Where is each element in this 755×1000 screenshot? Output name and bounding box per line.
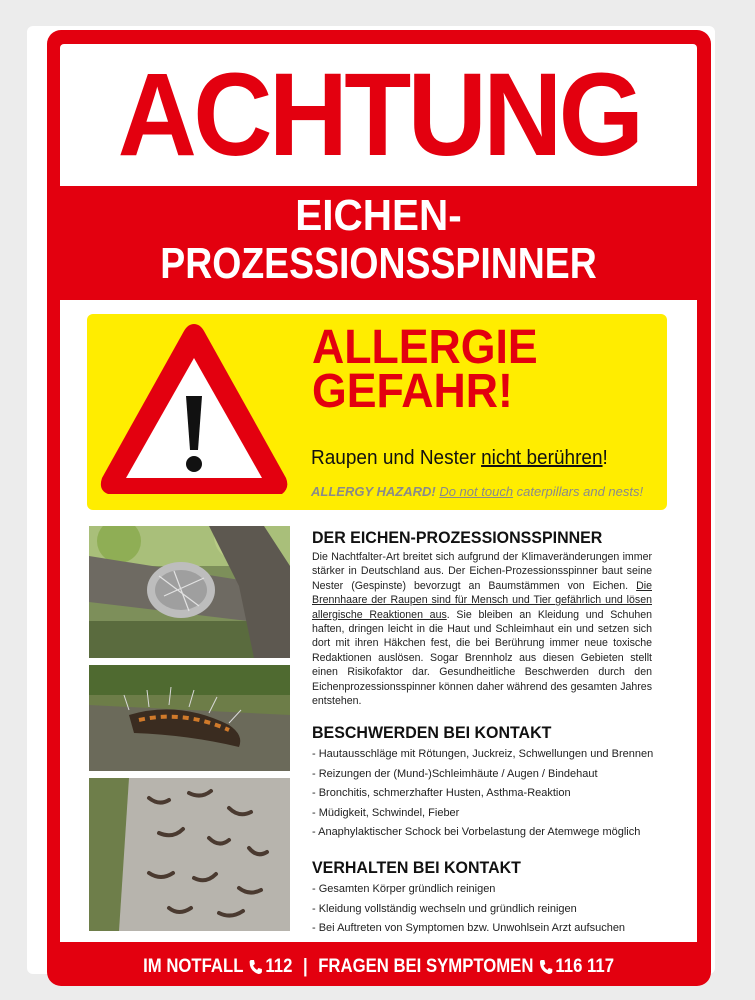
list-item: - Reizungen der (Mund-)Schleimhäute / Augen / Bindehaut [312,767,598,780]
list-item: - Gesamten Körper gründlich reinigen [312,883,496,895]
warning-text-emphasis: nicht berühren [481,447,603,469]
english-warning-bold: ALLERGY HAZARD! [311,484,436,499]
symptoms-hotline-label: FRAGEN BEI SYMPTOMEN [318,956,534,977]
title-box [60,44,697,186]
species-text-part-2: . Sie bleiben an Kleidung und Schuhen haften, dringen leicht in die Haut und Schleimhaut ein und setzen sich dort mit ihren Häkchen fest, die bei Berührung immer neue toxische Redaktionen auslösen. Sogar Brennholz aus diesen Gebieten stellt einen Risikofaktor dar. Gesundheitliche Beschwerden durch den Eichenprozessionsspinner können daher während des gesamten Jahres entstehen. [312,608,653,708]
list-item: - Bronchitis, schmerzhafter Husten, Asthma-Reaktion [312,787,571,799]
list-item: - Müdigkeit, Schwindel, Fieber [312,806,460,819]
english-warning-underline: Do not touch [439,484,514,499]
section-heading-behaviour: VERHALTEN BEI KONTAKT [312,858,521,877]
list-item: - Hautausschläge mit Rötungen, Juckreiz, Schwellungen und Brennen [312,748,654,760]
section-heading-species: DER EICHEN-PROZESSIONSSPINNER [312,528,603,547]
phone-icon [539,959,553,975]
photo-caterpillar-closeup [89,665,290,771]
subtitle-line-1: EICHEN- [295,191,462,240]
section-heading-symptoms: BESCHWERDEN BEI KONTAKT [312,723,552,742]
emergency-label: IM NOTFALL [143,956,244,977]
allergy-heading [312,321,538,418]
emergency-number[interactable]: 112 [265,956,293,977]
english-warning [311,484,643,499]
do-not-touch-warning [311,447,608,470]
photo-caterpillars-on-branch [89,526,290,658]
list-item: - Bei Auftreten von Symptomen bzw. Unwohlsein Arzt aufsuchen [312,922,626,934]
allergy-heading-line-1: ALLERGIE [312,321,538,374]
species-text-underlined: Die Brennhaare der Raupen sind für Mensch und Tier gefährlich und lösen allergische Reaktionen aus [312,579,652,621]
allergy-heading-line-2: GEFAHR! [312,365,513,418]
photo-caterpillar-nest [89,778,290,931]
english-warning-rest: caterpillars and nests! [513,484,644,499]
footer-separator: | [302,956,308,977]
subtitle [60,193,697,289]
phone-icon [249,959,263,975]
list-item: - Kleidung vollständig wechseln und gründlich reinigen [312,902,577,915]
symptoms-list [312,747,653,845]
warning-text-start: Raupen und Nester [311,447,482,469]
species-text-part-1: Die Nachtfalter-Art breitet sich aufgrund der Klimaveränderungen immer stärker in Deutschland aus. Der Eichen-Prozessionsspinner baut seine Nester (Gespinste) bevorzugt an Baumstämmen von Eichen. [312,551,652,592]
species-description [312,550,652,708]
emergency-footer [60,950,697,984]
behaviour-list [312,882,625,941]
subtitle-line-2: PROZESSIONSSPINNER [160,239,597,288]
list-item: - Anaphylaktischer Schock bei Vorbelastung der Atemwege möglich [312,826,641,838]
page-title: ACHTUNG [117,49,640,181]
warning-text-end: ! [602,447,608,469]
symptoms-hotline-number[interactable]: 116 117 [555,956,614,977]
warning-triangle-icon [96,318,292,502]
